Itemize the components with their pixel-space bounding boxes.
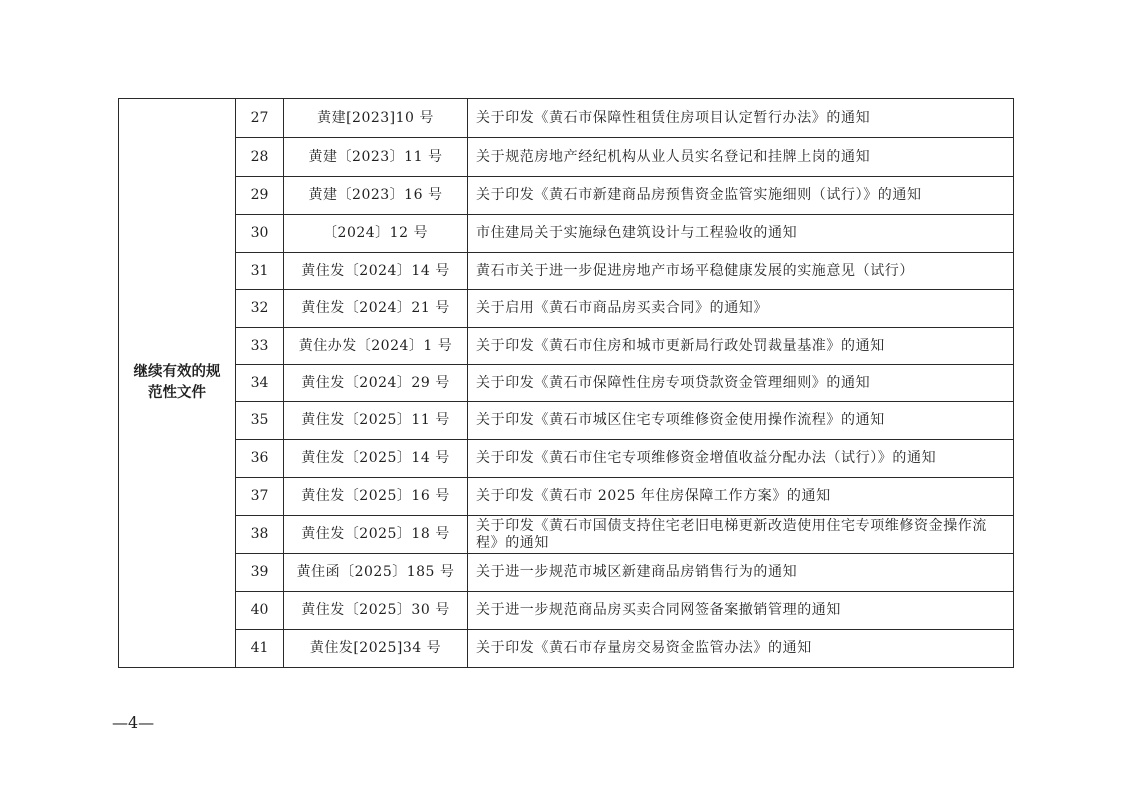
document-title: 关于启用《黄石市商品房买卖合同》的通知》 [468,290,1014,328]
document-title: 关于印发《黄石市住房和城市更新局行政处罚裁量基准》的通知 [468,328,1014,365]
row-number: 34 [236,365,284,402]
row-number: 38 [236,516,284,554]
document-number: 黄住发〔2025〕11 号 [284,402,468,440]
row-number: 32 [236,290,284,328]
document-title: 关于印发《黄石市保障性住房专项贷款资金管理细则》的通知 [468,365,1014,402]
row-number: 33 [236,328,284,365]
document-title: 关于进一步规范市城区新建商品房销售行为的通知 [468,554,1014,592]
document-title: 关于印发《黄石市城区住宅专项维修资金使用操作流程》的通知 [468,402,1014,440]
regulation-document-table [118,98,1014,668]
category-cell: 继续有效的规范性文件 [119,99,236,668]
document-number: 黄住发〔2025〕18 号 [284,516,468,554]
document-number: 黄住发〔2025〕14 号 [284,440,468,478]
document-title: 关于规范房地产经纪机构从业人员实名登记和挂牌上岗的通知 [468,138,1014,177]
document-title: 市住建局关于实施绿色建筑设计与工程验收的通知 [468,215,1014,253]
document-number: 黄建[2023]10 号 [284,99,468,138]
row-number: 31 [236,253,284,290]
document-title: 关于进一步规范商品房买卖合同网签备案撤销管理的通知 [468,592,1014,630]
document-title: 关于印发《黄石市国债支持住宅老旧电梯更新改造使用住宅专项维修资金操作流程》的通知 [468,516,1014,554]
table-row [119,328,1014,365]
document-number: 黄住发〔2025〕30 号 [284,592,468,630]
document-title: 关于印发《黄石市新建商品房预售资金监管实施细则（试行）》的通知 [468,177,1014,215]
row-number: 41 [236,630,284,668]
document-number: 黄住发〔2024〕14 号 [284,253,468,290]
table-row [119,592,1014,630]
table-row [119,290,1014,328]
table-row [119,253,1014,290]
table-row [119,177,1014,215]
document-title: 关于印发《黄石市存量房交易资金监管办法》的通知 [468,630,1014,668]
document-number: 〔2024〕12 号 [284,215,468,253]
document-number: 黄住办发〔2024〕1 号 [284,328,468,365]
table-row [119,365,1014,402]
table-row [119,478,1014,516]
table-row [119,440,1014,478]
document-title: 关于印发《黄石市 2025 年住房保障工作方案》的通知 [468,478,1014,516]
document-number: 黄住函〔2025〕185 号 [284,554,468,592]
table-row [119,630,1014,668]
page-number: —4— [112,713,155,732]
table-row [119,99,1014,138]
row-number: 29 [236,177,284,215]
document-title: 黄石市关于进一步促进房地产市场平稳健康发展的实施意见（试行） [468,253,1014,290]
row-number: 28 [236,138,284,177]
row-number: 35 [236,402,284,440]
row-number: 40 [236,592,284,630]
row-number: 30 [236,215,284,253]
row-number: 36 [236,440,284,478]
row-number: 27 [236,99,284,138]
document-number: 黄建〔2023〕11 号 [284,138,468,177]
document-title: 关于印发《黄石市保障性租赁住房项目认定暂行办法》的通知 [468,99,1014,138]
table-row [119,215,1014,253]
table-row [119,402,1014,440]
table-row [119,138,1014,177]
document-number: 黄住发〔2024〕21 号 [284,290,468,328]
document-title: 关于印发《黄石市住宅专项维修资金增值收益分配办法（试行）》的通知 [468,440,1014,478]
document-number: 黄住发〔2024〕29 号 [284,365,468,402]
table-row [119,554,1014,592]
row-number: 39 [236,554,284,592]
document-number: 黄住发〔2025〕16 号 [284,478,468,516]
row-number: 37 [236,478,284,516]
document-number: 黄建〔2023〕16 号 [284,177,468,215]
table-row [119,516,1014,554]
document-number: 黄住发[2025]34 号 [284,630,468,668]
table-body [119,99,1014,668]
